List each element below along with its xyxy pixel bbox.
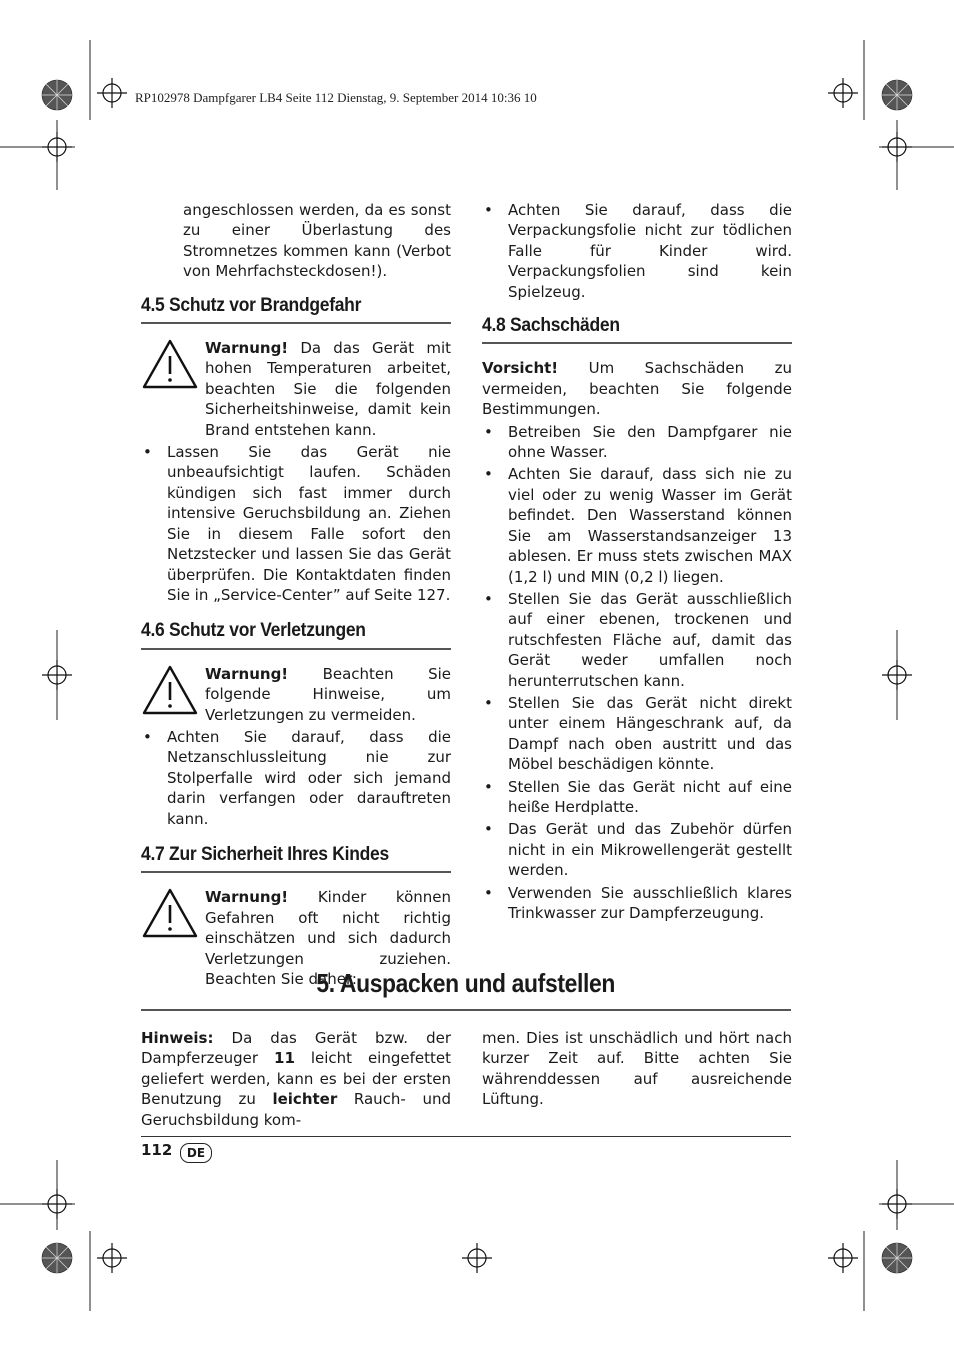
note-text-3: Rauch- und Geruchsbildung kom- [141, 1090, 451, 1129]
page-number: 112 [141, 1141, 173, 1159]
language-badge: DE [180, 1143, 212, 1163]
list-item: • Das Gerät und das Zubehör dürfen nicht in ein Mikrowellengerät gestellt werden. [482, 819, 792, 880]
right-top-list [482, 200, 792, 302]
list-item: • Achten Sie darauf, dass die Netzanschlussleitung nie zur Stolperfalle wird oder sich jemand darin verfangen oder darauftreten kann. [141, 727, 451, 829]
intro-paragraph: angeschlossen werden, da es sonst zu einer Überlastung des Stromnetzes kommen kann (Verbot von Mehrfachsteckdosen!). [183, 201, 451, 281]
warning-block-4-5 [141, 338, 451, 440]
section-4-6-heading: 4.6 Schutz vor Verletzungen [141, 620, 366, 642]
note-paragraph-right: men. Dies ist unschädlich und hört nach kurzer Zeit auf. Bitte achten Sie währenddessen auf ausreichende Lüftung. [482, 1029, 792, 1109]
list-item: • Achten Sie darauf, dass die Verpackungsfolie nicht zur tödlichen Falle für Kinder wird. Verpackungsfolien sind kein Spielzeug. [482, 200, 792, 302]
section-4-5-heading: 4.5 Schutz vor Brandgefahr [141, 294, 362, 316]
section-4-8-list [482, 422, 792, 924]
note-label: Hinweis: [141, 1029, 214, 1047]
section-4-8-rule [482, 342, 792, 344]
list-item: • Verwenden Sie ausschließlich klares Trinkwasser zur Dampferzeugung. [482, 883, 792, 924]
chapter-5-heading-text: 5. Auspacken und aufstellen [316, 968, 616, 998]
section-4-7-rule [141, 871, 451, 873]
warning-triangle-icon [141, 664, 199, 716]
section-4-6-rule [141, 648, 451, 650]
warning-label: Warnung! [205, 664, 289, 683]
list-item: • Betreiben Sie den Dampfgarer nie ohne Wasser. [482, 422, 792, 463]
warning-text: Beachten Sie folgende Hinweise, um Verletzungen zu vermeiden. [205, 664, 451, 724]
left-column [141, 200, 451, 989]
section-4-5-rule [141, 322, 451, 324]
warning-text: Kinder können Gefahren oft nicht richtig einschätzen und sich dadurch Verletzungen zuziehen. Beachten Sie daher: [205, 888, 451, 988]
right-column [482, 200, 792, 923]
list-item: • Lassen Sie das Gerät nie unbeaufsichtigt laufen. Schäden kündigen sich fast immer durch intensive Geruchsbildung an. Ziehen Sie in diesem Falle sofort den Netzstecker und lassen Sie das Gerät überprüfen. Die Kontaktdaten finden Sie in „Service-Center” auf Seite 127. [141, 442, 451, 605]
list-item: • Stellen Sie das Gerät nicht direkt unter einem Hängeschrank auf, da Dampf nach oben austritt und das Möbel beschädigen könnte. [482, 693, 792, 775]
note-paragraph-left [141, 1028, 451, 1130]
section-4-6-list [141, 727, 451, 829]
note-emphasis: leichter [272, 1090, 338, 1109]
warning-block-4-6 [141, 664, 451, 725]
list-item: • Stellen Sie das Gerät ausschließlich auf einer ebenen, trockenen und rutschfesten Fläche auf, damit das Gerät weder umfallen noch herunterrutschen kann. [482, 589, 792, 691]
chapter-5-rule [141, 1009, 791, 1011]
section-4-8-heading: 4.8 Sachschäden [482, 315, 620, 337]
note-text-2: leicht eingefettet geliefert werden, kann es bei der ersten Benutzung zu [141, 1049, 451, 1109]
print-header: RP102978 Dampfgarer LB4 Seite 112 Dienstag, 9. September 2014 10:36 10 [135, 90, 537, 105]
list-item: • Stellen Sie das Gerät nicht auf eine heiße Herdplatte. [482, 777, 792, 818]
list-item: • Achten Sie darauf, dass sich nie zu viel oder zu wenig Wasser im Gerät befindet. Den Wasserstand können Sie am Wasserstandsanzeiger 13 ablesen. Er muss stets zwischen MAX (1,2 l) und MIN (0,2 l) liegen. [482, 464, 792, 586]
warning-label: Warnung! [205, 339, 289, 358]
caution-text: Um Sachschäden zu vermeiden, beachten Sie folgende Bestimmungen. [482, 359, 792, 419]
chapter-5-heading [141, 968, 791, 999]
caution-paragraph [482, 358, 792, 419]
footer-rule [141, 1136, 791, 1137]
warning-triangle-icon [141, 887, 199, 939]
warning-text: Da das Gerät mit hohen Temperaturen arbeitet, beachten Sie die folgenden Sicherheitshinweise, damit kein Brand entstehen kann. [205, 339, 451, 439]
warning-label: Warnung! [205, 888, 289, 907]
section-4-7-heading: 4.7 Zur Sicherheit Ihres Kindes [141, 843, 389, 865]
part-number: 11 [274, 1049, 295, 1068]
caution-label: Vorsicht! [482, 359, 559, 378]
warning-triangle-icon [141, 338, 199, 390]
section-4-5-list [141, 442, 451, 605]
note-text-1: Da das Gerät bzw. der Dampferzeuger [141, 1029, 451, 1068]
